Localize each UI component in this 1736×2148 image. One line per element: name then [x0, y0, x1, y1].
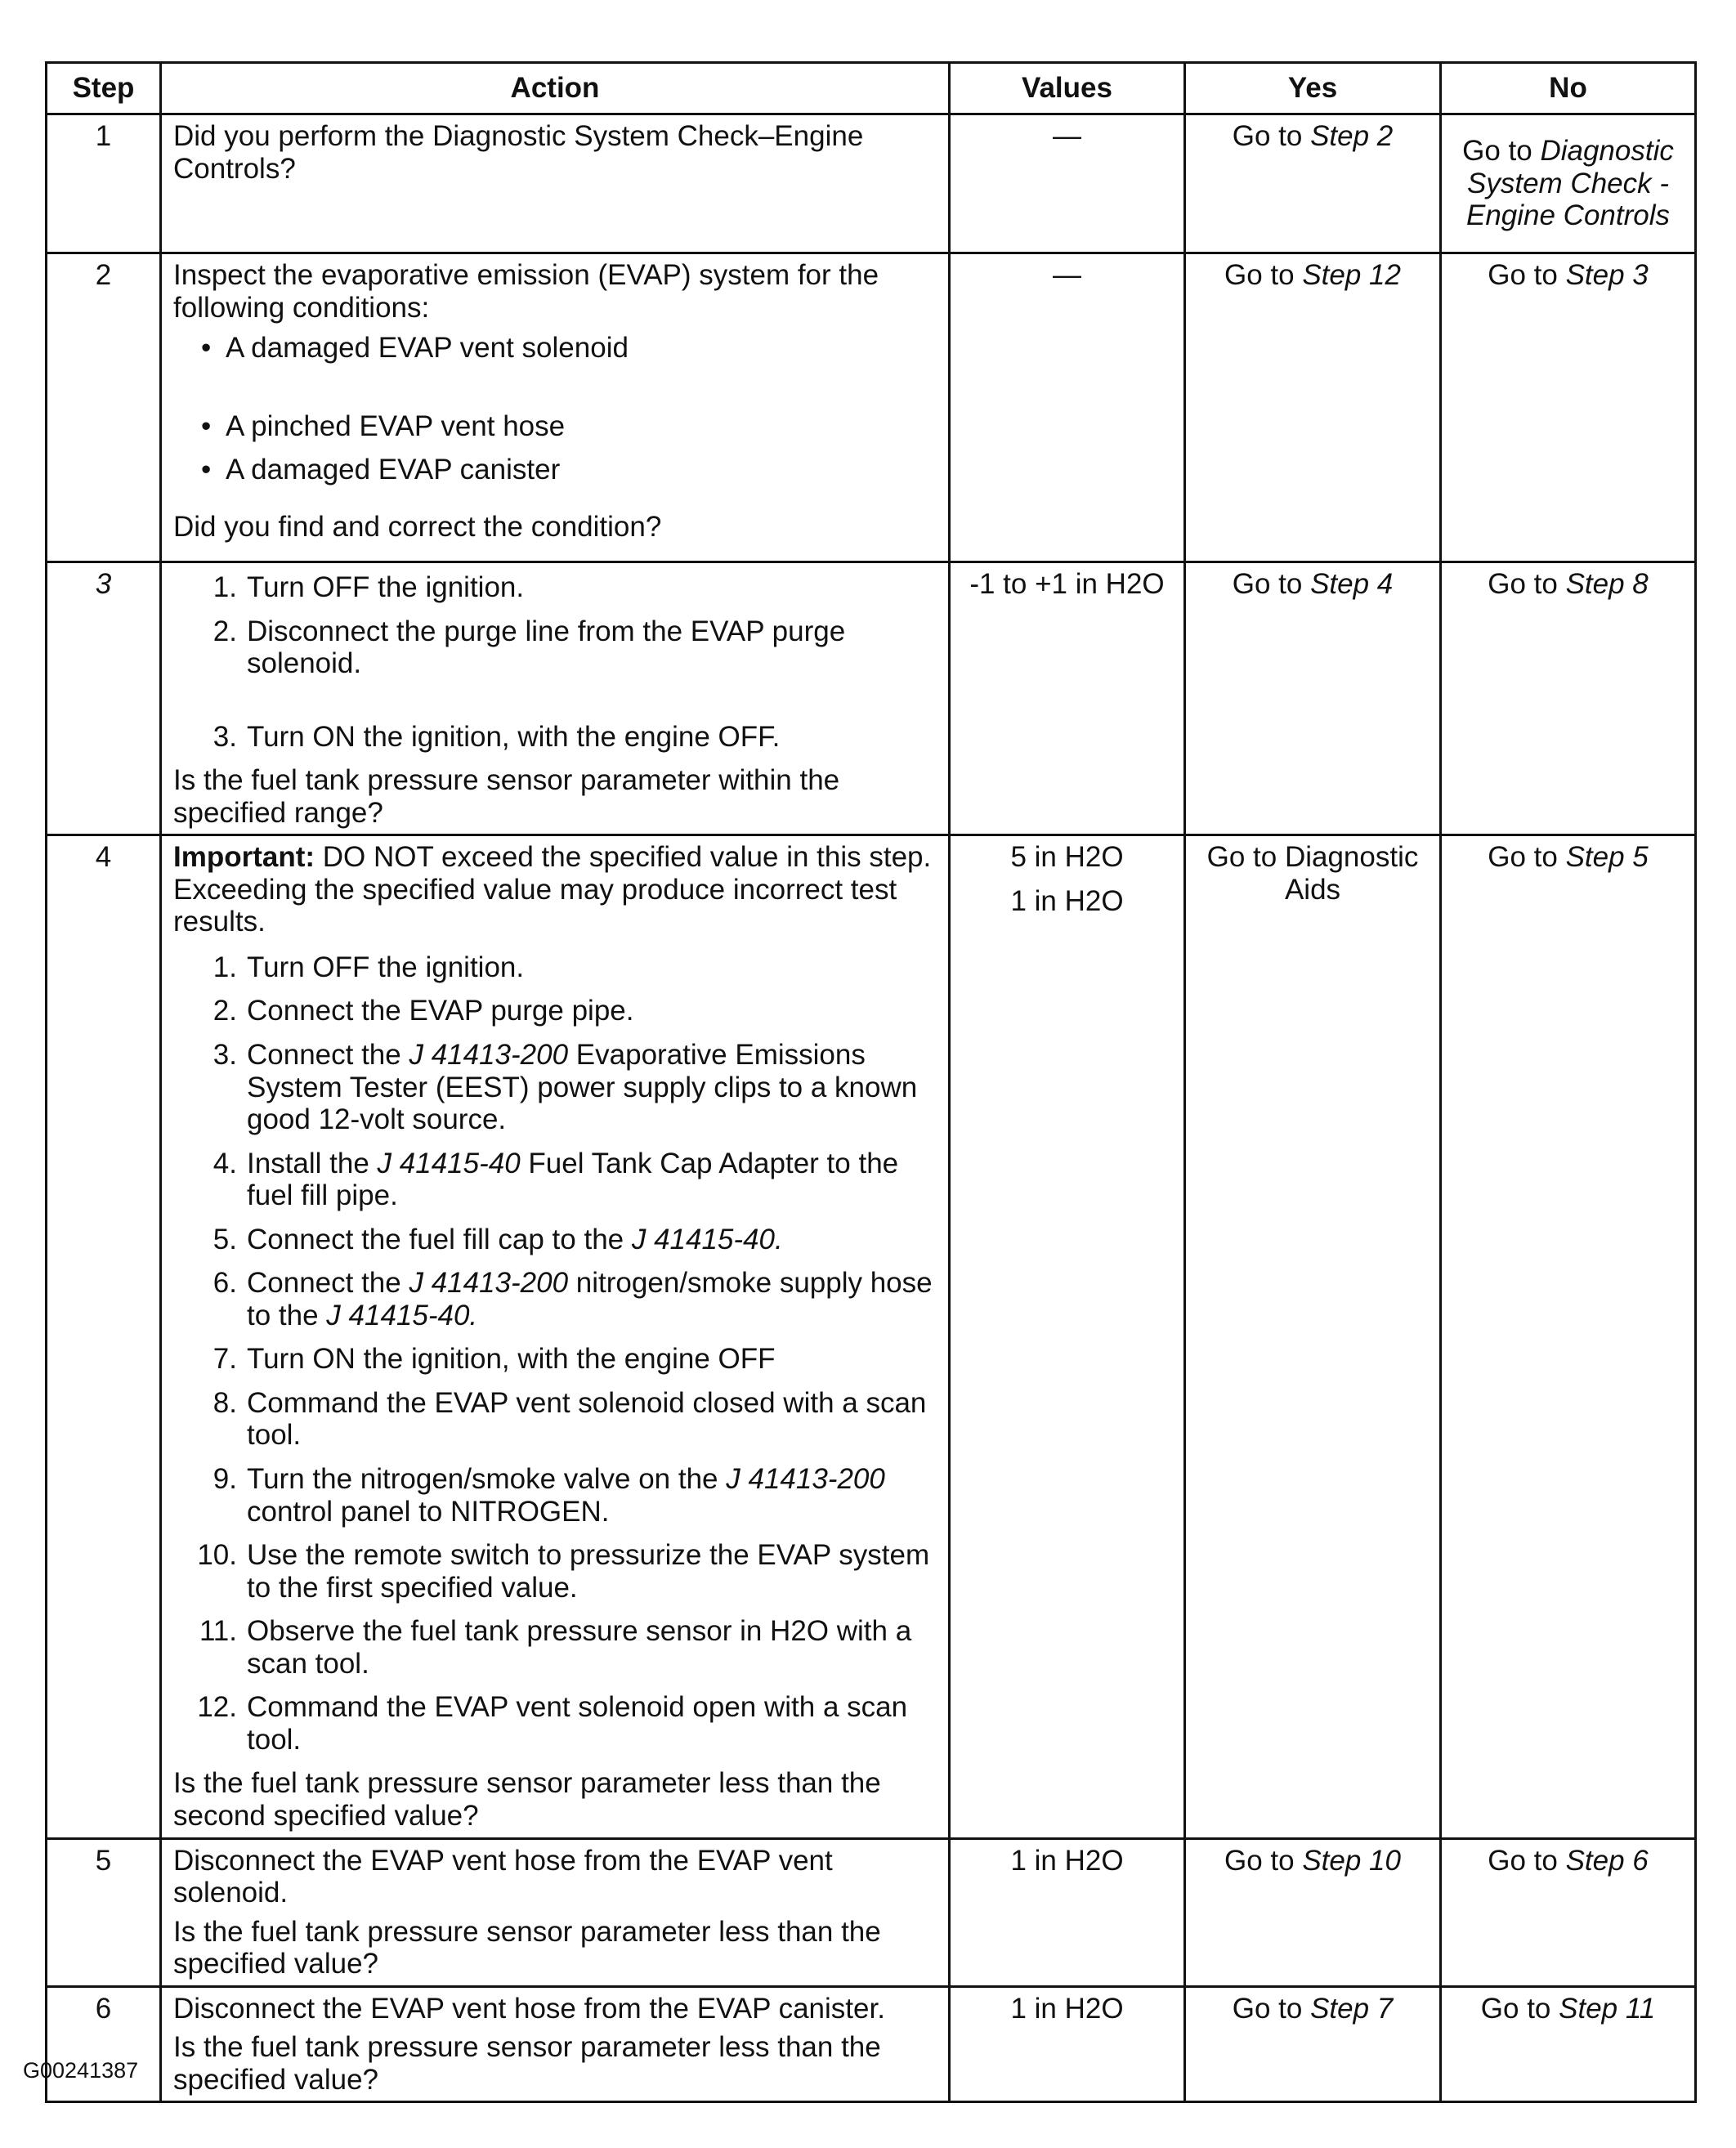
step-number: 4 [47, 835, 161, 1838]
header-step: Step [47, 63, 161, 114]
yes-link[interactable]: Step 7 [1310, 1992, 1394, 2025]
step-number: 2 [47, 253, 161, 562]
list-item: 1. Turn OFF the ignition. [213, 951, 525, 983]
yes-prefix: Go to [1232, 568, 1311, 600]
yes-link[interactable]: Go to Diagnostic Aids [1206, 841, 1419, 906]
list-item: 10. Use the remote switch to pressurize the EVAP system to the first specified value. [197, 1539, 930, 1604]
no-prefix: Go to [1488, 259, 1566, 291]
header-action: Action [161, 63, 950, 114]
action-question: Is the fuel tank pressure sensor parameter less than the specified value? [173, 1915, 881, 1980]
header-yes: Yes [1185, 63, 1441, 114]
important-note: Important: DO NOT exceed the specified value in this step. Exceeding the specified value may produce incorrect test results. [173, 841, 932, 938]
table-row [47, 114, 1696, 253]
action-cell [161, 562, 950, 835]
action-text: Did you perform the Diagnostic System Check–Engine Controls? [173, 120, 864, 185]
step-number: 5 [47, 1838, 161, 1986]
values-cell: — [950, 114, 1185, 253]
table-row [47, 835, 1696, 1838]
header-values: Values [950, 63, 1185, 114]
action-cell [161, 835, 950, 1838]
list-item: 2. Connect the EVAP purge pipe. [213, 995, 634, 1027]
list-item: • A damaged EVAP canister [173, 454, 937, 486]
values-cell: 1 in H2O [950, 1838, 1185, 1986]
no-prefix: Go to [1488, 568, 1566, 600]
list-item: 1. Turn OFF the ignition. [213, 571, 525, 603]
list-item: 2. Disconnect the purge line from the EVAP purge solenoid. [213, 615, 846, 680]
no-cell [1441, 1986, 1696, 2102]
no-prefix: Go to [1480, 1992, 1559, 2025]
action-question: Is the fuel tank pressure sensor parameter less than the second specified value? [173, 1767, 881, 1832]
yes-link[interactable]: Step 4 [1310, 568, 1394, 600]
step-number: 3 [47, 562, 161, 835]
list-item: • A damaged EVAP vent solenoid [173, 332, 937, 365]
list-item: 12. Command the EVAP vent solenoid open with a scan tool. [197, 1691, 908, 1756]
no-link[interactable]: Step 8 [1565, 568, 1649, 600]
yes-cell [1185, 114, 1441, 253]
action-text: Disconnect the EVAP vent hose from the EVAP canister. [173, 1992, 885, 2025]
yes-link[interactable]: Step 2 [1310, 120, 1394, 152]
action-text: Disconnect the EVAP vent hose from the EVAP vent solenoid. [173, 1844, 833, 1909]
no-link[interactable]: Step 6 [1565, 1844, 1649, 1877]
yes-prefix: Go to [1224, 259, 1303, 291]
values-cell [950, 835, 1185, 1838]
action-intro: Inspect the evaporative emission (EVAP) system for the following conditions: [173, 259, 879, 324]
table-row [47, 1986, 1696, 2102]
step-number: 6 [47, 1986, 161, 2102]
condition-list [173, 332, 937, 486]
yes-cell [1185, 1838, 1441, 1986]
procedure-list [173, 951, 937, 1756]
header-no: No [1441, 63, 1696, 114]
procedure-list [173, 571, 937, 753]
no-prefix: Go to [1488, 841, 1566, 874]
no-link[interactable]: Step 11 [1559, 1992, 1656, 2025]
yes-link[interactable]: Step 10 [1302, 1844, 1401, 1877]
no-link[interactable]: Step 3 [1565, 259, 1649, 291]
yes-link[interactable]: Step 12 [1302, 259, 1401, 291]
list-item: 7. Turn ON the ignition, with the engine OFF [213, 1343, 776, 1376]
value-first: 5 in H2O [1010, 841, 1124, 874]
action-cell [161, 1986, 950, 2102]
yes-prefix: Go to [1232, 1992, 1311, 2025]
list-item: 4. Install the J 41415-40 Fuel Tank Cap Adapter to the fuel fill pipe. [213, 1147, 899, 1212]
table-row [47, 562, 1696, 835]
no-prefix: Go to [1462, 135, 1541, 168]
action-cell [161, 1838, 950, 1986]
list-item: 9. Turn the nitrogen/smoke valve on the J 41413-200 control panel to NITROGEN. [213, 1463, 885, 1528]
table-row [47, 253, 1696, 562]
diagnostic-table [45, 61, 1697, 2103]
no-cell [1441, 114, 1696, 253]
table-row [47, 1838, 1696, 1986]
values-cell: — [950, 253, 1185, 562]
figure-id: G00241387 [23, 2058, 139, 2083]
table-header-row [47, 63, 1696, 114]
yes-cell[interactable] [1185, 835, 1441, 1838]
step-number: 1 [47, 114, 161, 253]
action-question: Did you find and correct the condition? [173, 510, 662, 543]
list-item: 5. Connect the fuel fill cap to the J 41415-40. [213, 1223, 783, 1255]
yes-cell [1185, 1986, 1441, 2102]
value-second: 1 in H2O [1010, 884, 1124, 917]
yes-prefix: Go to [1224, 1844, 1303, 1877]
no-prefix: Go to [1488, 1844, 1566, 1877]
no-cell [1441, 835, 1696, 1838]
no-cell [1441, 562, 1696, 835]
list-item: 3. Turn ON the ignition, with the engine OFF. [213, 720, 781, 753]
list-item: 3. Connect the J 41413-200 Evaporative Emissions System Tester (EEST) power supply clips to a known good 12-volt source. [213, 1039, 918, 1136]
yes-cell [1185, 253, 1441, 562]
values-cell: 1 in H2O [950, 1986, 1185, 2102]
yes-cell [1185, 562, 1441, 835]
action-cell [161, 253, 950, 562]
values-cell: -1 to +1 in H2O [950, 562, 1185, 835]
no-cell [1441, 1838, 1696, 1986]
action-question: Is the fuel tank pressure sensor parameter within the specified range? [173, 764, 840, 829]
no-cell [1441, 253, 1696, 562]
action-cell [161, 114, 950, 253]
list-item: 8. Command the EVAP vent solenoid closed with a scan tool. [213, 1386, 927, 1452]
no-link[interactable]: Diagnostic System Check - Engine Controls [1465, 135, 1674, 232]
no-link[interactable]: Step 5 [1565, 841, 1649, 874]
list-item: 11. Observe the fuel tank pressure sensor in H2O with a scan tool. [199, 1615, 912, 1680]
list-item: • A pinched EVAP vent hose [173, 410, 937, 443]
list-item: 6. Connect the J 41413-200 nitrogen/smoke supply hose to the J 41415-40. [213, 1267, 933, 1331]
action-question: Is the fuel tank pressure sensor parameter less than the specified value? [173, 2031, 881, 2096]
yes-prefix: Go to [1232, 120, 1311, 152]
